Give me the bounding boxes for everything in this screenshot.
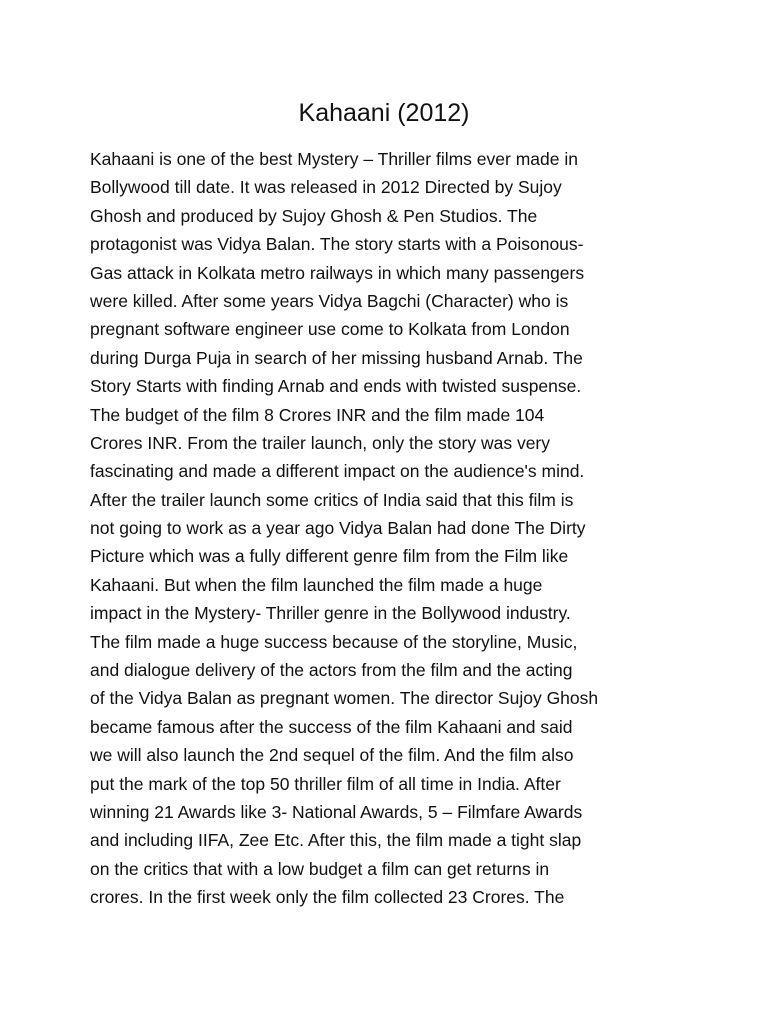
body-line: Ghosh and produced by Sujoy Ghosh & Pen Studios. The xyxy=(90,205,538,226)
body-line: on the critics that with a low budget a film can get returns in xyxy=(90,858,550,879)
body-line: and including IIFA, Zee Etc. After this, the film made a tight slap xyxy=(90,830,582,851)
body-line: not going to work as a year ago Vidya Balan had done The Dirty xyxy=(90,518,586,539)
body-line: impact in the Mystery- Thriller genre in the Bollywood industry. xyxy=(90,603,571,624)
body-line: winning 21 Awards like 3- National Awards, 5 – Filmfare Awards xyxy=(90,801,583,822)
body-line: Crores INR. From the trailer launch, only the story was very xyxy=(90,432,551,453)
document-title: Kahaani (2012) xyxy=(298,99,470,127)
body-line: The budget of the film 8 Crores INR and the film made 104 xyxy=(90,404,545,425)
body-line: crores. In the first week only the film collected 23 Crores. The xyxy=(90,887,565,908)
body-line-text: is one of the best Mystery – Thriller films ever made in xyxy=(154,149,578,169)
body-line: Bollywood till date. It was released in 2012 Directed by Sujoy xyxy=(90,177,562,198)
body-line: After the trailer launch some critics of India said that this film is xyxy=(90,489,574,510)
body-line: The film made a huge success because of the storyline, Music, xyxy=(90,631,578,652)
body-line: Story Starts with finding Arnab and ends with twisted suspense. xyxy=(90,376,582,397)
body-line: put the mark of the top 50 thriller film of all time in India. After xyxy=(90,773,561,794)
body-line: we will also launch the 2nd sequel of the film. And the film also xyxy=(90,745,574,766)
body-line: pregnant software engineer use come to Kolkata from London xyxy=(90,319,570,340)
body-line: and dialogue delivery of the actors from the film and the acting xyxy=(90,660,573,681)
body-line: became famous after the success of the film Kahaani and said xyxy=(90,716,573,737)
body-line: of the Vidya Balan as pregnant women. The director Sujoy Ghosh xyxy=(90,688,599,709)
body-line: Picture which was a fully different genre film from the Film like xyxy=(90,546,569,567)
body-line: fascinating and made a different impact on the audience's mind. xyxy=(90,461,585,482)
body-line: protagonist was Vidya Balan. The story starts with a Poisonous- xyxy=(90,234,584,255)
body-line: during Durga Puja in search of her missing husband Arnab. The xyxy=(90,347,583,368)
body-line xyxy=(90,145,690,173)
body-line: Kahaani. But when the film launched the film made a huge xyxy=(90,574,543,595)
lead-term: Kahaani xyxy=(90,149,155,169)
body-paragraph xyxy=(90,145,690,912)
body-line: Gas attack in Kolkata metro railways in which many passengers xyxy=(90,262,585,283)
body-line: were killed. After some years Vidya Bagchi (Character) who is xyxy=(90,290,569,311)
